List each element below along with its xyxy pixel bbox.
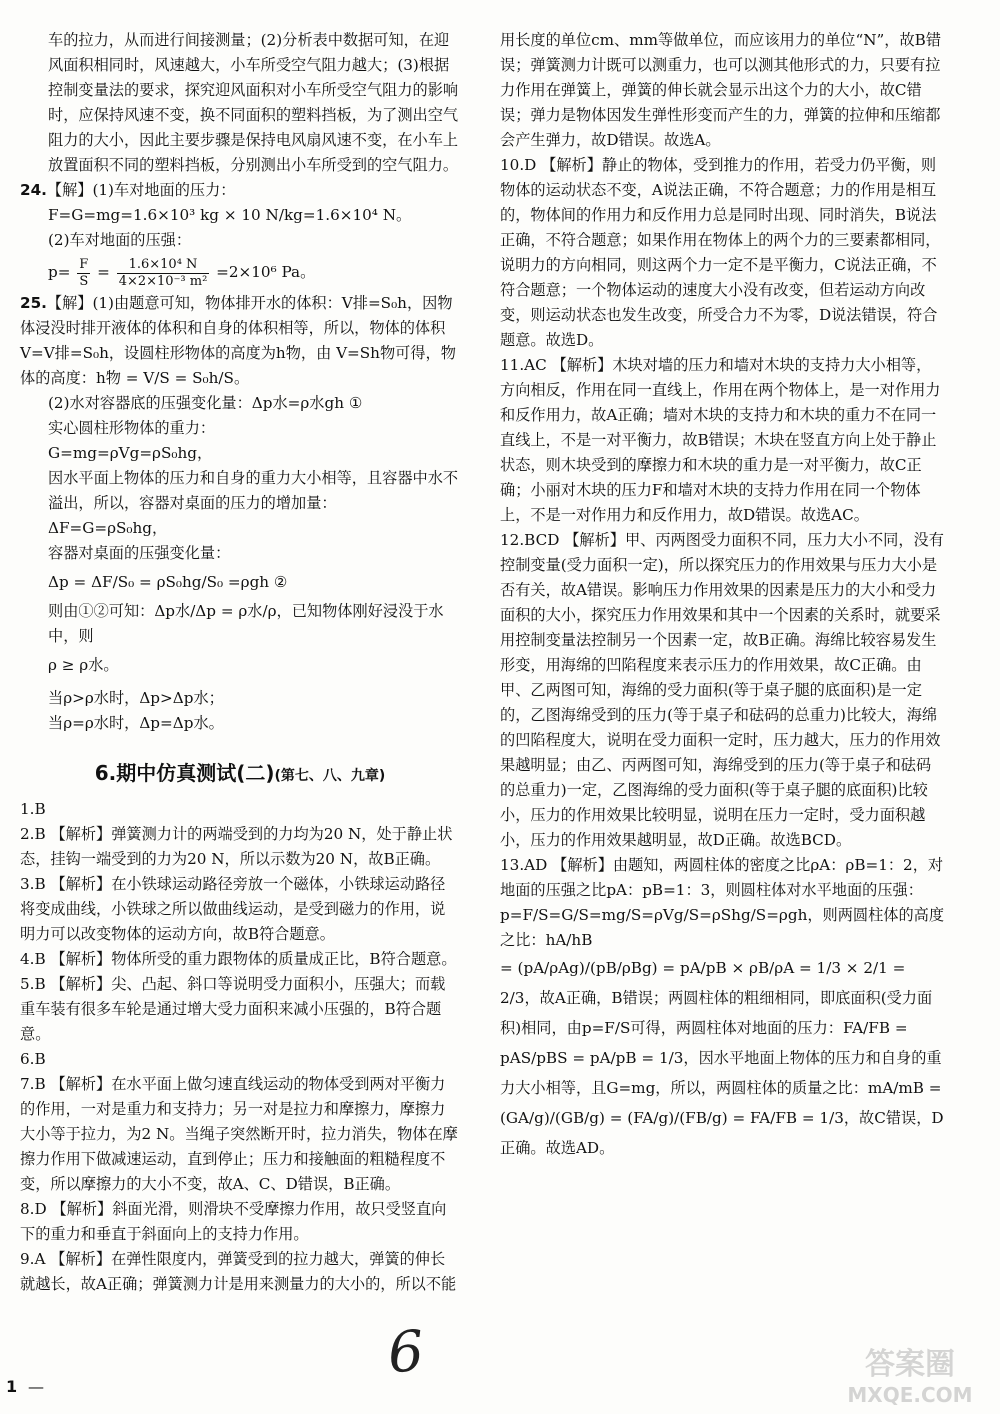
answer-9: 9.A 【解析】在弹性限度内，弹簧受到的拉力越大，弹簧的伸长就越长，故A正确；弹簧测力计是用来测量力的大小的，所以不能 (20, 1250, 457, 1293)
handwritten-mark: 6 (385, 1318, 426, 1387)
fraction-denominator: 4×2×10⁻³ m² (118, 273, 208, 289)
answer-24-force-formula: F=G=mg=1.6×10³ kg × 10 N/kg=1.6×10⁴ N。 (48, 206, 412, 224)
watermark-bottom-text: MXQE.COM (847, 1383, 973, 1407)
fraction-numerator: F (79, 256, 89, 272)
fraction-denominator: S (79, 273, 89, 289)
answer-25-line11: 当ρ>ρ水时，Δp>Δp水； (48, 689, 224, 707)
page-number-dash: — (28, 1377, 44, 1396)
page-number: 1 (6, 1377, 18, 1396)
answer-3: 3.B 【解析】在小铁球运动路径旁放一个磁体，小铁球运动路径将变成曲线，小铁球之所以做曲线运动，是受到磁力的作用，说明力可以改变物体的运动方向，故B符合题意。 (20, 875, 446, 943)
formula-result: =2×10⁶ Pa。 (216, 263, 316, 281)
answer-25-part1: 【解】(1)由题意可知，物体排开水的体积：V排=S₀h，因物体浸没时排开液体的体积和自身的体积相等，所以，物体的体积V=V排=S₀h，设圆柱形物体的高度为h物，由 V=Sh物可得，物体的高度：h物 = V/S = S₀h/S。 (20, 294, 456, 387)
answer-10: 10.D 【解析】静止的物体，受到推力的作用，若受力仍平衡，则物体的运动状态不变，A说法正确，不符合题意；力的作用是相互的，物体间的作用力和反作用力总是同时出现、同时消失，B说法正确，不符合题意；如果作用在物体上的两个力的三要素都相同，说明力的方向相同，则这两个力一定不是平衡力，C说法正确，不符合题意；一个物体运动的速度大小没有改变，但若运动方向改变，则运动状态也发生改变，所受合力不为零，D说法错误，符合题意。故选D。 (500, 156, 941, 349)
answer-25-line12: 当ρ=ρ水时，Δp=Δp水。 (48, 714, 224, 732)
answer-24-line1: 【解】(1)车对地面的压力： (46, 181, 236, 199)
answer-23-continuation: 车的拉力，从而进行间接测量；(2)分析表中数据可知，在迎风面积相同时，风速越大，小车所受空气阻力越大；(3)根据控制变量法的要求，探究迎风面积对小车所受空气阻力的影响时，应保持风速不变，换不同面积的塑料挡板，为了测出空气阻力的大小，因此主要步骤是保持电风扇风速不变，在小车上放置面积不同的塑料挡板，分别测出小车所受到的空气阻力。 (48, 31, 459, 174)
answer-25-line9: 则由①②可知：Δp水/Δp = ρ水/ρ，已知物体刚好浸没于水中，则 (48, 602, 444, 645)
answer-25-line4: G=mg=ρVg=ρS₀hg， (48, 444, 213, 462)
answer-25-line8: Δp = ΔF/S₀ = ρS₀hg/S₀ =ρgh ② (48, 573, 288, 591)
answer-1: 1.B (20, 800, 46, 818)
answer-4: 4.B 【解析】物体所受的重力跟物体的质量成正比，B符合题意。 (20, 950, 457, 968)
left-column (20, 28, 460, 1297)
watermark-top-text: 答案圈 (865, 1347, 955, 1382)
fraction-numerator: 1.6×10⁴ N (117, 257, 210, 274)
answer-25-line10: ρ ≥ ρ水。 (48, 656, 119, 674)
answer-8: 8.D 【解析】斜面光滑，则滑块不受摩擦力作用，故只受竖直向下的重力和垂直于斜面向上的支持力作用。 (20, 1200, 447, 1243)
fraction-f-over-s (77, 257, 90, 290)
answer-13-part1: 13.AD 【解析】由题知，两圆柱体的密度之比ρA：ρB=1：2，对地面的压强之比pA：pB=1：3，则圆柱体对水平地面的压强：p=F/S=G/S=mg/S=ρVg/S=ρShg/S=ρgh，则两圆柱体的高度之比：hA/hB (500, 856, 945, 949)
answer-25-number: 25. (20, 294, 47, 312)
watermark-logo (830, 1340, 990, 1410)
answer-24-number: 24. (20, 181, 47, 199)
answer-25-line3: 实心圆柱形物体的重力： (48, 419, 216, 437)
answer-25-line6: ΔF=G=ρS₀hg， (48, 519, 168, 537)
answer-6: 6.B (20, 1050, 46, 1068)
answer-25-line2: (2)水对容器底的压强变化量：Δp水=ρ水gh ① (48, 394, 363, 412)
answer-25-line5: 因水平面上物体的压力和自身的重力大小相等，且容器中水不溢出，所以，容器对桌面的压力的增加量： (48, 469, 459, 512)
answer-9-continuation: 用长度的单位cm、mm等做单位，而应该用力的单位“N”，故B错误；弹簧测力计既可以测重力，也可以测其他形式的力，只要有拉力作用在弹簧上，弹簧的伸长就会显示出这个力的大小，故C错误；弹力是物体因发生弹性形变而产生的力，弹簧的拉伸和压缩都会产生弹力，故D错误。故选A。 (500, 31, 942, 149)
answer-25 (20, 291, 460, 391)
answer-24-pressure-formula (20, 253, 460, 291)
answer-24 (20, 178, 460, 203)
answer-11: 11.AC 【解析】木块对墙的压力和墙对木块的支持力大小相等，方向相反，作用在同一直线上，作用在两个物体上，是一对作用力和反作用力，故A正确；墙对木块的支持力和木块的重力不在同一直线上，不是一对平衡力，故B错误；木块在竖直方向上处于静止状态，则木块受到的摩擦力和木块的重力是一对平衡力，故C正确；小丽对木块的压力F和墙对木块的支持力作用在同一个物体上，不是一对作用力和反作用力，故D错误。故选AC。 (500, 356, 941, 524)
section-title-sub: (第七、八、九章) (274, 768, 386, 784)
answer-13-part2: = (pA/ρAg)/(pB/ρBg) = pA/pB × ρB/ρA = 1/3 × 2/1 = 2/3，故A正确，B错误；两圆柱体的粗细相同，即底面积(受力面积)相同，由p=F/S可得，两圆柱体对地面的压力：FA/FB = pAS/pBS = pA/pB = 1/3，因水平地面上物体的压力和自身的重力大小相等，且G=mg，所以，两圆柱体的质量之比：mA/mB = (GA/g)/(GB/g) = (FA/g)/(FB/g) = FA/FB = 1/3，故C错误，D正确。故选AD。 (500, 959, 944, 1157)
answer-25-line7: 容器对桌面的压强变化量： (48, 544, 231, 562)
answer-5: 5.B 【解析】尖、凸起、斜口等说明受力面积小，压强大；而载重车装有很多车轮是通过增大受力面积来减小压强的，B符合题意。 (20, 975, 446, 1043)
section-title-main: 6.期中仿真测试(二) (94, 761, 275, 785)
fraction-values (117, 257, 210, 290)
right-column (500, 28, 945, 1163)
answer-2: 2.B 【解析】弹簧测力计的两端受到的力均为20 N，处于静止状态，挂钩一端受到的力为20 N，所以示数为20 N，故B正确。 (20, 825, 453, 868)
section-title (20, 758, 460, 791)
equals-sign: = (97, 263, 110, 281)
answer-12: 12.BCD 【解析】甲、丙两图受力面积不同，压力大小不同，没有控制变量(受力面积一定)，所以探究压力的作用效果与压力大小是否有关，故A错误。影响压力作用效果的因素是压力的大小和受力面积的大小，探究压力作用效果和其中一个因素的关系时，就要采用控制变量法控制另一个因素一定，故B正确。海绵比较容易发生形变，用海绵的凹陷程度来表示压力的作用效果，故C正确。由甲、乙两图可知，海绵的受力面积(等于桌子腿的底面积)是一定的，乙图海绵受到的压力(等于桌子和砝码的总重力)比较大，海绵的凹陷程度大，说明在受力面积一定时，压力越大，压力的作用效果越明显；由乙、丙两图可知，海绵受到的压力(等于桌子和砝码的总重力)一定，乙图海绵的受力面积(等于桌子腿的底面积)比较小，压力的作用效果比较明显，说明在压力一定时，受力面积越小，压力的作用效果越明显，故D正确。故选BCD。 (500, 531, 944, 849)
answer-7: 7.B 【解析】在水平面上做匀速直线运动的物体受到两对平衡力的作用，一对是重力和支持力；另一对是拉力和摩擦力，摩擦力大小等于拉力，为2 N。当绳子突然断开时，拉力消失，物体在摩擦力作用下做减速运动，直到停止；压力和接触面的粗糙程度不变，所以摩擦力的大小不变，故A、C、D错误，B正确。 (20, 1075, 458, 1193)
formula-prefix: p= (48, 263, 71, 281)
answer-24-line3: (2)车对地面的压强： (48, 231, 192, 249)
